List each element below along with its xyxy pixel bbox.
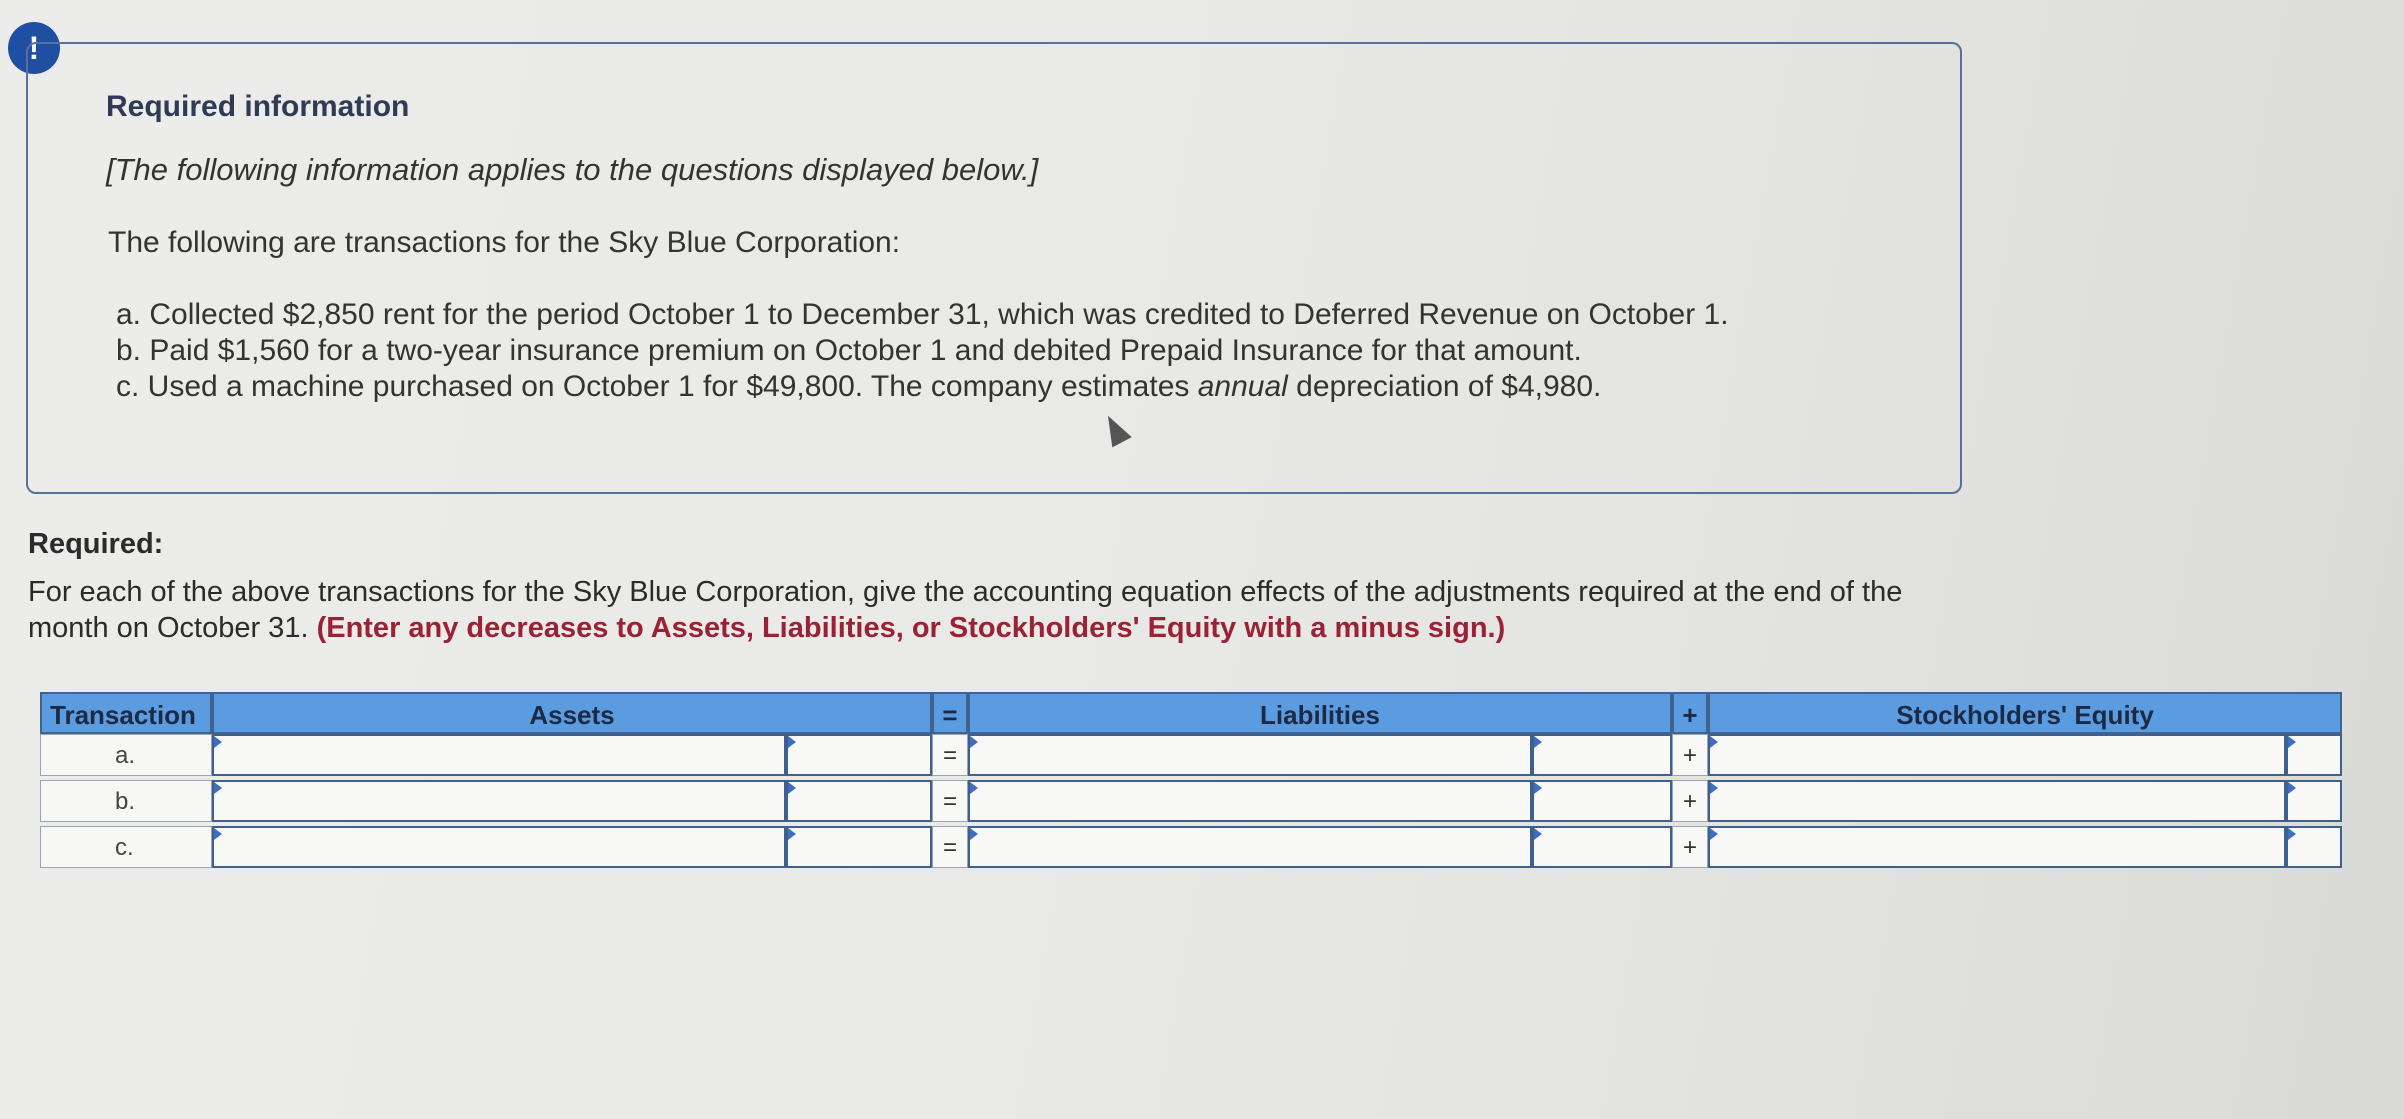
transaction-c-emphasis: annual <box>1197 370 1288 403</box>
plus-sign-a: + <box>1672 734 1708 776</box>
accounting-equation-table <box>40 692 2342 878</box>
equity-amount-input-a[interactable] <box>2286 734 2342 776</box>
required-emphasis: (Enter any decreases to Assets, Liabilities, or Stockholders' Equity with a minus sign.) <box>316 612 1506 644</box>
required-heading: Required: <box>28 528 164 560</box>
liabilities-account-select-b[interactable] <box>968 780 1532 822</box>
transaction-b: b. Paid $1,560 for a two-year insurance premium on October 1 and debited Prepaid Insurance for that amount. <box>116 334 1582 367</box>
header-liabilities: Liabilities <box>968 692 1672 734</box>
row-label-a: a. <box>40 734 212 776</box>
equals-sign-b: = <box>932 780 968 822</box>
header-plus: + <box>1672 692 1708 734</box>
equals-sign-a: = <box>932 734 968 776</box>
equals-sign-c: = <box>932 826 968 868</box>
row-label-c: c. <box>40 826 212 868</box>
header-assets: Assets <box>212 692 932 734</box>
plus-sign-c: + <box>1672 826 1708 868</box>
info-intro: The following are transactions for the Sky Blue Corporation: <box>108 226 901 259</box>
header-equals: = <box>932 692 968 734</box>
liabilities-account-select-c[interactable] <box>968 826 1532 868</box>
row-label-b: b. <box>40 780 212 822</box>
transaction-list <box>116 298 1729 406</box>
transaction-a: a. Collected $2,850 rent for the period October 1 to December 31, which was credited to Deferred Revenue on October 1. <box>116 298 1729 331</box>
equity-account-select-b[interactable] <box>1708 780 2286 822</box>
assets-account-select-a[interactable] <box>212 734 786 776</box>
equity-amount-input-b[interactable] <box>2286 780 2342 822</box>
required-instructions <box>28 574 1948 646</box>
info-note: [The following information applies to the questions displayed below.] <box>106 152 1039 187</box>
liabilities-amount-input-b[interactable] <box>1532 780 1672 822</box>
plus-sign-b: + <box>1672 780 1708 822</box>
liabilities-amount-input-c[interactable] <box>1532 826 1672 868</box>
assets-amount-input-b[interactable] <box>786 780 932 822</box>
assets-amount-input-c[interactable] <box>786 826 932 868</box>
header-stockholders-equity: Stockholders' Equity <box>1708 692 2342 734</box>
assets-account-select-c[interactable] <box>212 826 786 868</box>
equity-account-select-a[interactable] <box>1708 734 2286 776</box>
header-transaction: Transaction <box>40 692 212 734</box>
transaction-c-part1: c. Used a machine purchased on October 1 for $49,800. The company estimates <box>116 370 1198 403</box>
assets-amount-input-a[interactable] <box>786 734 932 776</box>
required-text: For each of the above transactions for the Sky Blue Corporation, give the accounting equation effects of the adjustments required at the end of the month on October 31. <box>28 576 1903 644</box>
info-title: Required information <box>106 90 410 123</box>
equity-amount-input-c[interactable] <box>2286 826 2342 868</box>
liabilities-account-select-a[interactable] <box>968 734 1532 776</box>
transaction-c-part2: depreciation of $4,980. <box>1287 370 1602 403</box>
assets-account-select-b[interactable] <box>212 780 786 822</box>
equity-account-select-c[interactable] <box>1708 826 2286 868</box>
liabilities-amount-input-a[interactable] <box>1532 734 1672 776</box>
transaction-c <box>116 370 1729 404</box>
alert-icon: ! <box>8 22 60 74</box>
